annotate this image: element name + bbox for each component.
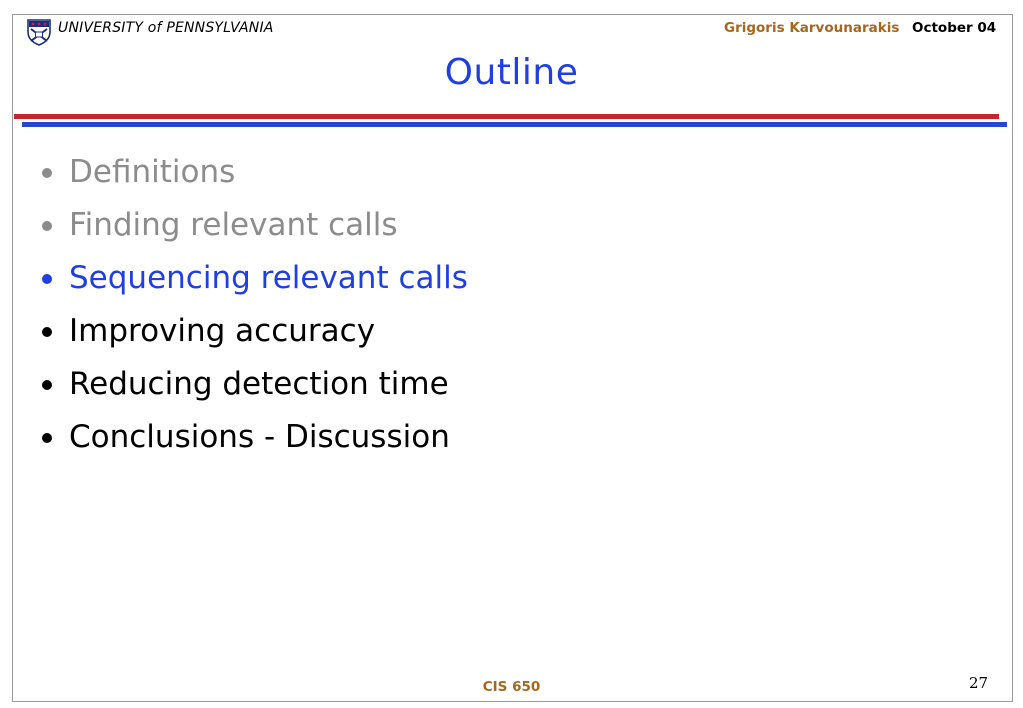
bullet-dot-icon — [42, 274, 52, 284]
outline-item-label: Reducing detection time — [69, 365, 449, 402]
university-crest-icon — [24, 17, 54, 47]
header-rule-red — [14, 114, 999, 119]
outline-item-covered — [42, 198, 468, 251]
bullet-dot-icon — [42, 221, 52, 231]
course-code: CIS 650 — [482, 679, 541, 695]
outline-item-covered — [42, 145, 468, 198]
slide-title: Outline — [444, 52, 579, 93]
bullet-dot-icon — [42, 327, 52, 337]
outline-item-upcoming — [42, 410, 468, 463]
outline-item-upcoming — [42, 357, 468, 410]
bullet-dot-icon — [42, 168, 52, 178]
outline-item-label: Conclusions - Discussion — [69, 418, 450, 455]
author-name: Grigoris Karvounarakis — [724, 20, 900, 36]
outline-item-upcoming — [42, 304, 468, 357]
outline-bullet-list — [42, 145, 468, 463]
university-name: UNIVERSITY of PENNSYLVANIA — [58, 20, 274, 36]
bullet-dot-icon — [42, 380, 52, 390]
outline-item-label: Sequencing relevant calls — [69, 259, 468, 296]
outline-item-label: Finding relevant calls — [69, 206, 398, 243]
header-rule-blue — [22, 122, 1007, 127]
presentation-date: October 04 — [912, 20, 997, 36]
bullet-dot-icon — [42, 433, 52, 443]
page-number: 27 — [969, 674, 989, 692]
outline-item-label: Improving accuracy — [69, 312, 376, 349]
outline-item-label: Definitions — [69, 153, 236, 190]
outline-item-current — [42, 251, 468, 304]
